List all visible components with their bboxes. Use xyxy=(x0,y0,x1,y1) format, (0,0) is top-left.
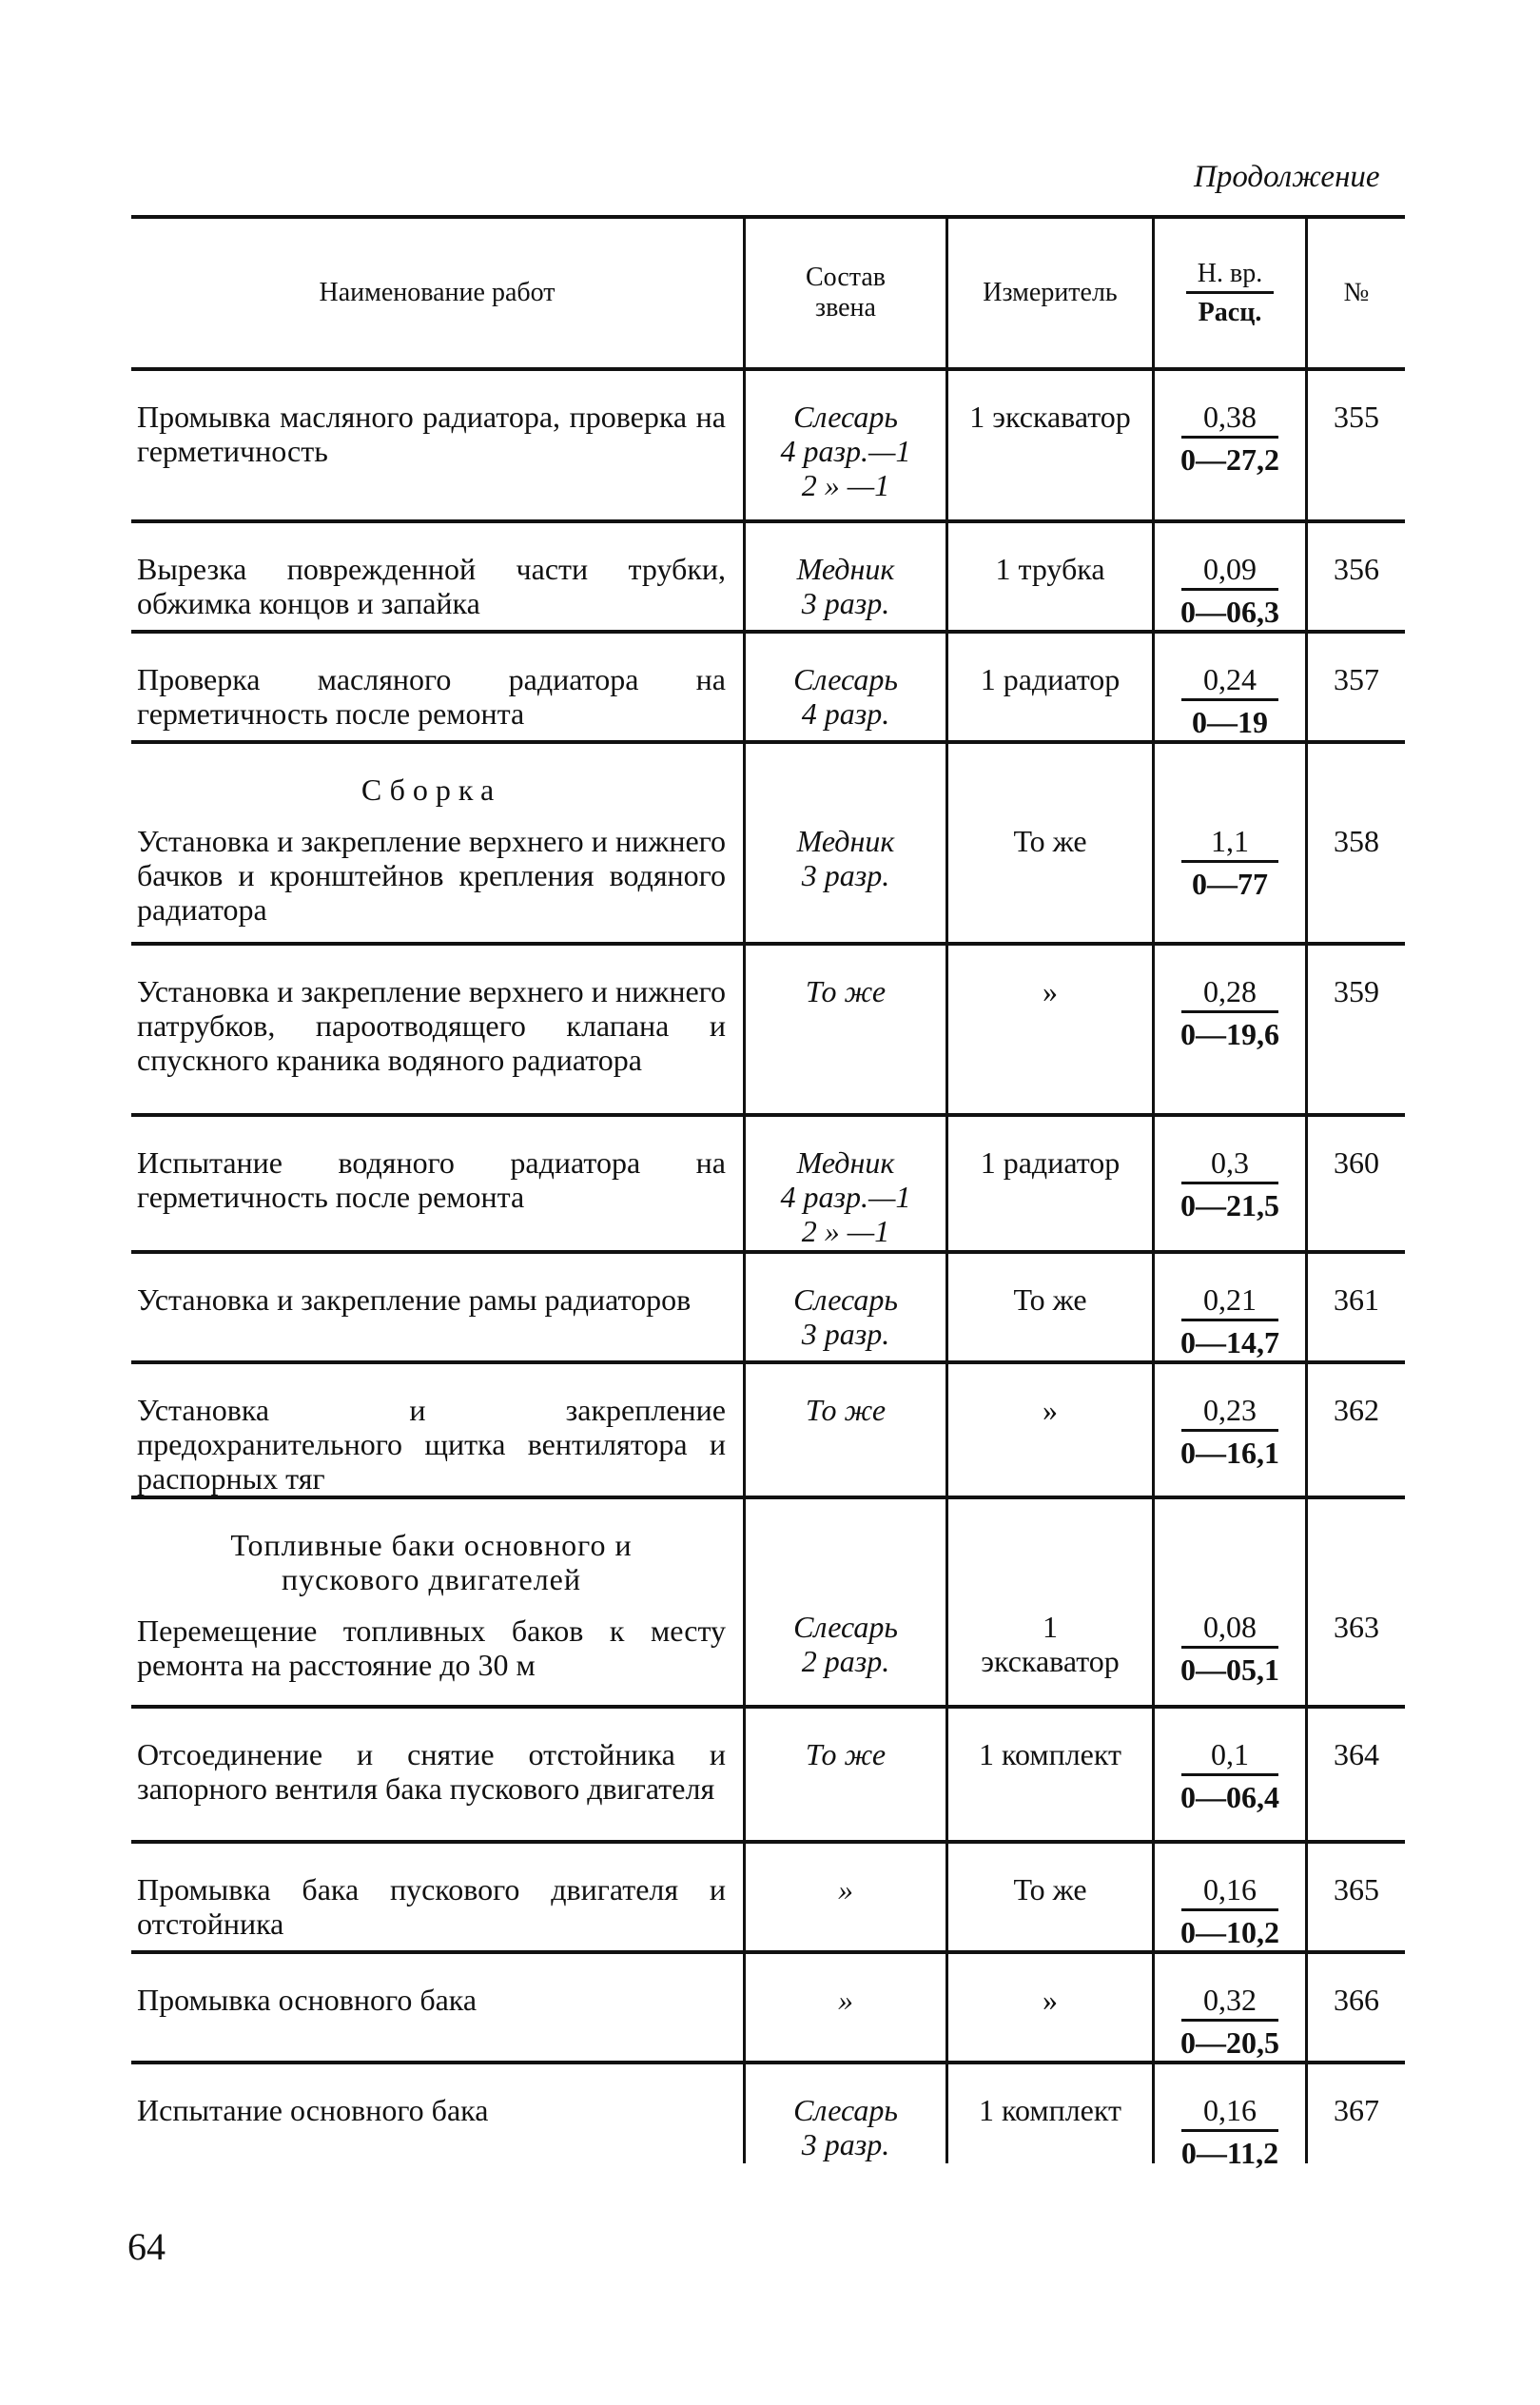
cell-crew xyxy=(743,634,945,740)
work-description: Испытание водяного радиатора на герметичность после ремонта xyxy=(137,1145,726,1214)
work-description: Промывка основного бака xyxy=(137,1983,478,2017)
norm-rate: 0—10,2 xyxy=(1180,1915,1279,1949)
cell-norm xyxy=(1152,1117,1305,1250)
cell-norm xyxy=(1152,946,1305,1113)
crew-line: То же xyxy=(805,1393,887,1427)
norm-time: 0,3 xyxy=(1181,1145,1278,1184)
crew-line: 4 разр. xyxy=(801,696,890,731)
cell-crew xyxy=(743,1954,945,2061)
table-row xyxy=(131,1954,1405,2064)
cell-unit: 1 комплект xyxy=(945,2064,1152,2163)
cell-number: 367 xyxy=(1305,2064,1405,2163)
table-row xyxy=(131,2064,1405,2170)
cell-unit: 1 комплект xyxy=(945,1709,1152,1840)
work-description: Установка и закрепление верхнего и нижнего бачков и кронштейнов крепления водяного радиатора xyxy=(137,824,726,927)
header-norm xyxy=(1152,219,1305,367)
cell-work xyxy=(131,1954,743,2061)
norm-time: 0,28 xyxy=(1181,974,1278,1013)
cell-crew xyxy=(743,1364,945,1496)
norm-time: 0,16 xyxy=(1181,2093,1278,2132)
section-title: Сборка xyxy=(361,772,502,807)
page-number: 64 xyxy=(127,2225,166,2268)
cell-work xyxy=(131,744,743,942)
cell-number: 356 xyxy=(1305,523,1405,630)
work-description: Перемещение топливных баков к месту ремонта на расстояние до 30 м xyxy=(137,1613,726,1682)
cell-norm xyxy=(1152,1254,1305,1360)
cell-number: 366 xyxy=(1305,1954,1405,2061)
cell-crew xyxy=(743,1844,945,1950)
norm-rate: 0—77 xyxy=(1192,867,1268,901)
cell-unit: » xyxy=(945,946,1152,1113)
norm-time: 0,32 xyxy=(1181,1983,1278,2022)
cell-crew xyxy=(743,946,945,1113)
crew-line: 2 разр. xyxy=(801,1644,890,1678)
norm-rate: 0—06,3 xyxy=(1180,595,1279,629)
work-description: Испытание основного бака xyxy=(137,2093,489,2127)
norm-rate: 0—16,1 xyxy=(1180,1436,1279,1470)
cell-norm xyxy=(1152,523,1305,630)
norm-rate: 0—19 xyxy=(1192,705,1268,739)
cell-norm xyxy=(1152,1499,1305,1705)
cell-number: 360 xyxy=(1305,1117,1405,1250)
cell-work xyxy=(131,1499,743,1705)
work-description: Проверка масляного радиатора на герметичность после ремонта xyxy=(137,662,726,731)
cell-number: 359 xyxy=(1305,946,1405,1113)
cell-number: 365 xyxy=(1305,1844,1405,1950)
header-crew-line1: Состав xyxy=(805,263,887,292)
crew-line: » xyxy=(838,1983,853,2017)
work-description: Отсоединение и снятие отстойника и запорного вентиля бака пускового двигателя xyxy=(137,1737,726,1806)
cell-work xyxy=(131,1844,743,1950)
crew-line: Слесарь xyxy=(793,662,898,696)
header-crew-line2: звена xyxy=(815,293,876,323)
crew-line: Медник xyxy=(796,1145,895,1180)
table-row xyxy=(131,634,1405,744)
table-row xyxy=(131,523,1405,634)
norm-rate: 0—05,1 xyxy=(1180,1652,1279,1687)
header-crew xyxy=(743,219,945,367)
crew-line: 2 » —1 xyxy=(801,1214,890,1248)
norm-time: 0,21 xyxy=(1181,1282,1278,1321)
cell-unit: » xyxy=(945,1364,1152,1496)
cell-work xyxy=(131,371,743,519)
norm-time: 0,1 xyxy=(1181,1737,1278,1776)
crew-line: 3 разр. xyxy=(801,2127,890,2161)
cell-unit: 1 экскаватор xyxy=(945,1499,1152,1705)
cell-crew xyxy=(743,1499,945,1705)
crew-line: » xyxy=(838,1872,853,1906)
cell-number: 358 xyxy=(1305,744,1405,942)
norm-rate: 0—21,5 xyxy=(1180,1188,1279,1222)
cell-crew xyxy=(743,744,945,942)
crew-line: Слесарь xyxy=(793,400,898,434)
norm-time: 0,38 xyxy=(1181,400,1278,439)
work-description: Установка и закрепление рамы радиаторов xyxy=(137,1282,692,1317)
cell-unit: То же xyxy=(945,1254,1152,1360)
cell-work xyxy=(131,2064,743,2163)
cell-work xyxy=(131,1364,743,1496)
cell-unit: То же xyxy=(945,1844,1152,1950)
cell-norm xyxy=(1152,1844,1305,1950)
table-row xyxy=(131,371,1405,523)
table-header xyxy=(131,215,1405,371)
crew-line: Слесарь xyxy=(793,1282,898,1317)
cell-unit: 1 радиатор xyxy=(945,1117,1152,1250)
section-title: Топливные баки основного и пускового двигателей xyxy=(230,1528,633,1596)
cell-crew xyxy=(743,1709,945,1840)
table-row xyxy=(131,1499,1405,1709)
cell-unit: То же xyxy=(945,744,1152,942)
cell-work xyxy=(131,946,743,1113)
cell-unit: 1 экскаватор xyxy=(945,371,1152,519)
cell-norm xyxy=(1152,1954,1305,2061)
crew-line: Слесарь xyxy=(793,2093,898,2127)
cell-work xyxy=(131,634,743,740)
cell-unit: » xyxy=(945,1954,1152,2061)
cell-number: 364 xyxy=(1305,1709,1405,1840)
table-row xyxy=(131,1844,1405,1954)
table-row xyxy=(131,1254,1405,1364)
header-work: Наименование работ xyxy=(319,278,556,307)
norm-time: 0,24 xyxy=(1181,662,1278,701)
crew-line: 3 разр. xyxy=(801,858,890,892)
work-description: Установка и закрепление верхнего и нижнего патрубков, пароотводящего клапана и спускного краника водяного радиатора xyxy=(137,974,726,1077)
header-norm-time: Н. вр. xyxy=(1186,259,1274,294)
work-description: Установка и закрепление предохранительного щитка вентилятора и распорных тяг xyxy=(137,1393,726,1496)
cell-work xyxy=(131,1117,743,1250)
crew-line: 4 разр.—1 xyxy=(780,1180,911,1214)
cell-crew xyxy=(743,371,945,519)
cell-norm xyxy=(1152,371,1305,519)
norm-time: 0,09 xyxy=(1181,552,1278,591)
crew-line: 2 » —1 xyxy=(801,468,890,502)
cell-unit: 1 трубка xyxy=(945,523,1152,630)
cell-crew xyxy=(743,1117,945,1250)
table-row xyxy=(131,1709,1405,1844)
norm-rate: 0—19,6 xyxy=(1180,1017,1279,1051)
norm-rate: 0—11,2 xyxy=(1180,2136,1279,2170)
crew-line: То же xyxy=(805,1737,887,1771)
cell-unit: 1 радиатор xyxy=(945,634,1152,740)
work-description: Вырезка поврежденной части трубки, обжимка концов и запайка xyxy=(137,552,726,620)
norm-time: 0,23 xyxy=(1181,1393,1278,1432)
crew-line: Слесарь xyxy=(793,1610,898,1644)
cell-number: 362 xyxy=(1305,1364,1405,1496)
table-row xyxy=(131,1364,1405,1499)
cell-norm xyxy=(1152,634,1305,740)
work-description: Промывка бака пускового двигателя и отстойника xyxy=(137,1872,726,1941)
cell-norm xyxy=(1152,1709,1305,1840)
cell-norm xyxy=(1152,1364,1305,1496)
cell-number: 361 xyxy=(1305,1254,1405,1360)
cell-number: 357 xyxy=(1305,634,1405,740)
cell-norm xyxy=(1152,744,1305,942)
crew-line: Медник xyxy=(796,824,895,858)
table-row xyxy=(131,744,1405,946)
cell-number: 363 xyxy=(1305,1499,1405,1705)
header-number: № xyxy=(1305,219,1405,367)
cell-work xyxy=(131,523,743,630)
norm-rate: 0—27,2 xyxy=(1180,442,1279,477)
norms-table xyxy=(131,215,1405,2170)
norm-time: 0,08 xyxy=(1181,1610,1278,1649)
header-norm-rate: Расц. xyxy=(1198,297,1262,327)
norm-rate: 0—14,7 xyxy=(1180,1325,1279,1359)
table-row xyxy=(131,1117,1405,1254)
cell-number: 355 xyxy=(1305,371,1405,519)
norm-rate: 0—20,5 xyxy=(1180,2025,1279,2060)
norm-time: 0,16 xyxy=(1181,1872,1278,1911)
cell-norm xyxy=(1152,2064,1305,2170)
cell-work xyxy=(131,1254,743,1360)
crew-line: 3 разр. xyxy=(801,586,890,620)
work-description: Промывка масляного радиатора, проверка на герметичность xyxy=(137,400,726,468)
continuation-label: Продолжение xyxy=(1194,160,1380,194)
crew-line: 4 разр.—1 xyxy=(780,434,911,468)
norm-time: 1,1 xyxy=(1181,824,1278,863)
header-unit: Измеритель xyxy=(945,219,1152,367)
cell-crew xyxy=(743,2064,945,2163)
crew-line: 3 разр. xyxy=(801,1317,890,1351)
cell-crew xyxy=(743,1254,945,1360)
norm-rate: 0—06,4 xyxy=(1180,1780,1279,1814)
cell-work xyxy=(131,1709,743,1840)
crew-line: То же xyxy=(805,974,887,1008)
crew-line: Медник xyxy=(796,552,895,586)
table-row xyxy=(131,946,1405,1117)
cell-crew xyxy=(743,523,945,630)
